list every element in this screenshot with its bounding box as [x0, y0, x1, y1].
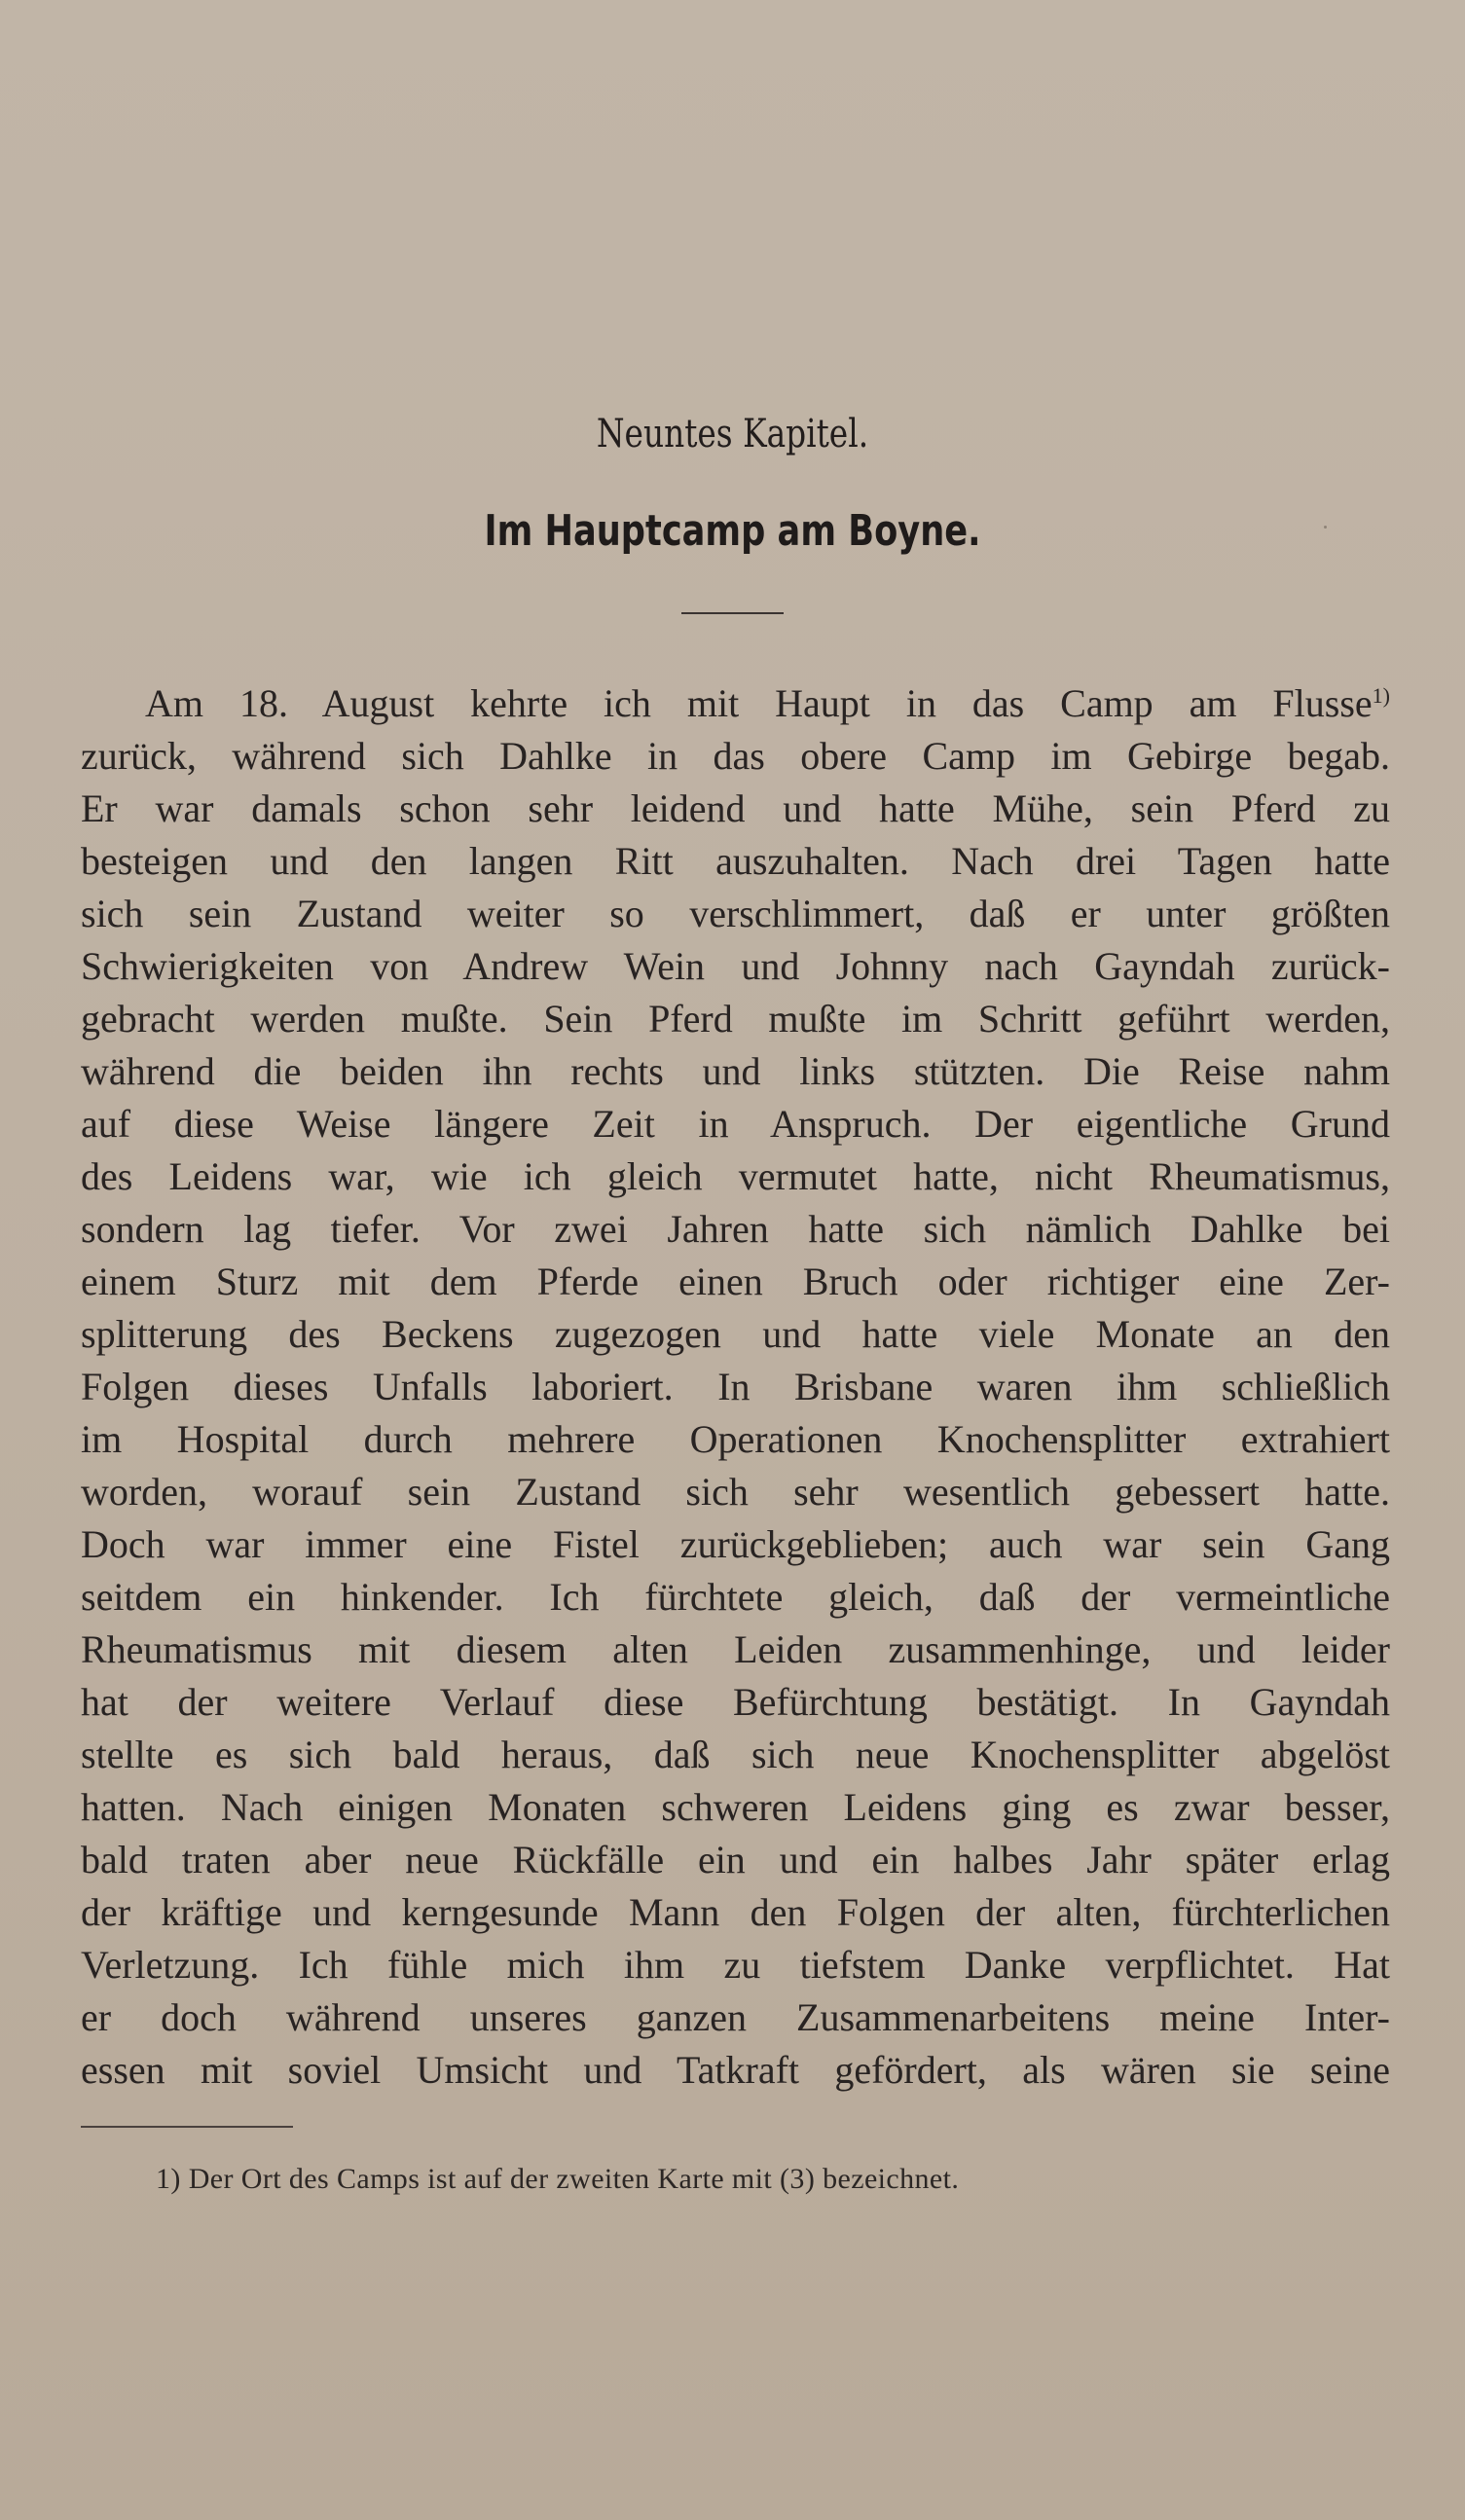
body-line: stellte es sich bald heraus, daß sich neue Knochensplitter abgelöst [81, 1733, 1390, 1776]
body-line: seitdem ein hinkender. Ich fürchtete gleich, daß der vermeintliche [81, 1575, 1390, 1619]
body-line: während die beiden ihn rechts und links stützten. Die Reise nahm [81, 1049, 1390, 1093]
chapter-number: Neuntes Kapitel. [596, 412, 869, 457]
body-line: bald traten aber neue Rückfälle ein und ein halbes Jahr später erlag [81, 1838, 1390, 1881]
body-line: Verletzung. Ich fühle mich ihm zu tiefstem Danke verpflichtet. Hat [81, 1943, 1390, 1987]
body-line: einem Sturz mit dem Pferde einen Bruch oder richtiger eine Zer- [81, 1260, 1390, 1303]
body-line: er doch während unseres ganzen Zusammenarbeitens meine Inter- [81, 1995, 1390, 2039]
body-line: des Leidens war, wie ich gleich vermutet hatte, nicht Rheumatismus, [81, 1154, 1390, 1198]
body-line: hat der weitere Verlauf diese Befürchtung bestätigt. In Gayndah [81, 1680, 1390, 1724]
paper-speck [1324, 526, 1327, 529]
body-line: splitterung des Beckens zugezogen und hatte viele Monate an den [81, 1312, 1390, 1356]
footnote-divider [81, 2126, 293, 2128]
body-line: Rheumatismus mit diesem alten Leiden zusammenhinge, und leider [81, 1627, 1390, 1671]
body-text [81, 677, 1390, 2097]
body-line: sondern lag tiefer. Vor zwei Jahren hatte sich nämlich Dahlke bei [81, 1207, 1390, 1251]
body-line: gebracht werden mußte. Sein Pferd mußte im Schritt geführt werden, [81, 997, 1390, 1041]
body-line: essen mit soviel Umsicht und Tatkraft gefördert, als wären sie seine [81, 2048, 1390, 2092]
title-divider [681, 612, 784, 614]
body-line: Am 18. August kehrte ich mit Haupt in das Camp am Flusse$^{1)}$ [145, 681, 1390, 725]
body-line: Schwierigkeiten von Andrew Wein und Johnny nach Gayndah zurück- [81, 944, 1390, 988]
body-line: Doch war immer eine Fistel zurückgeblieben; auch war sein Gang [81, 1522, 1390, 1566]
body-line: besteigen und den langen Ritt auszuhalten. Nach drei Tagen hatte [81, 839, 1390, 883]
footnote: 1) Der Ort des Camps ist auf der zweiten Karte mit (3) bezeichnet. [156, 2163, 960, 2195]
body-line: der kräftige und kerngesunde Mann den Folgen der alten, fürchterlichen [81, 1890, 1390, 1934]
body-line: sich sein Zustand weiter so verschlimmert, daß er unter größten [81, 892, 1390, 935]
body-line: hatten. Nach einigen Monaten schweren Leidens ging es zwar besser, [81, 1785, 1390, 1829]
body-line: im Hospital durch mehrere Operationen Knochensplitter extrahiert [81, 1417, 1390, 1461]
body-line: auf diese Weise längere Zeit in Anspruch. Der eigentliche Grund [81, 1102, 1390, 1146]
footnote-reference: 1) [1372, 683, 1390, 708]
body-line: zurück, während sich Dahlke in das obere Camp im Gebirge begab. [81, 734, 1390, 778]
body-line: Folgen dieses Unfalls laboriert. In Brisbane waren ihm schließlich [81, 1365, 1390, 1408]
chapter-title: Im Hauptcamp am Boyne. [484, 506, 981, 556]
body-line: worden, worauf sein Zustand sich sehr wesentlich gebessert hatte. [81, 1470, 1390, 1514]
body-line: Er war damals schon sehr leidend und hatte Mühe, sein Pferd zu [81, 786, 1390, 830]
